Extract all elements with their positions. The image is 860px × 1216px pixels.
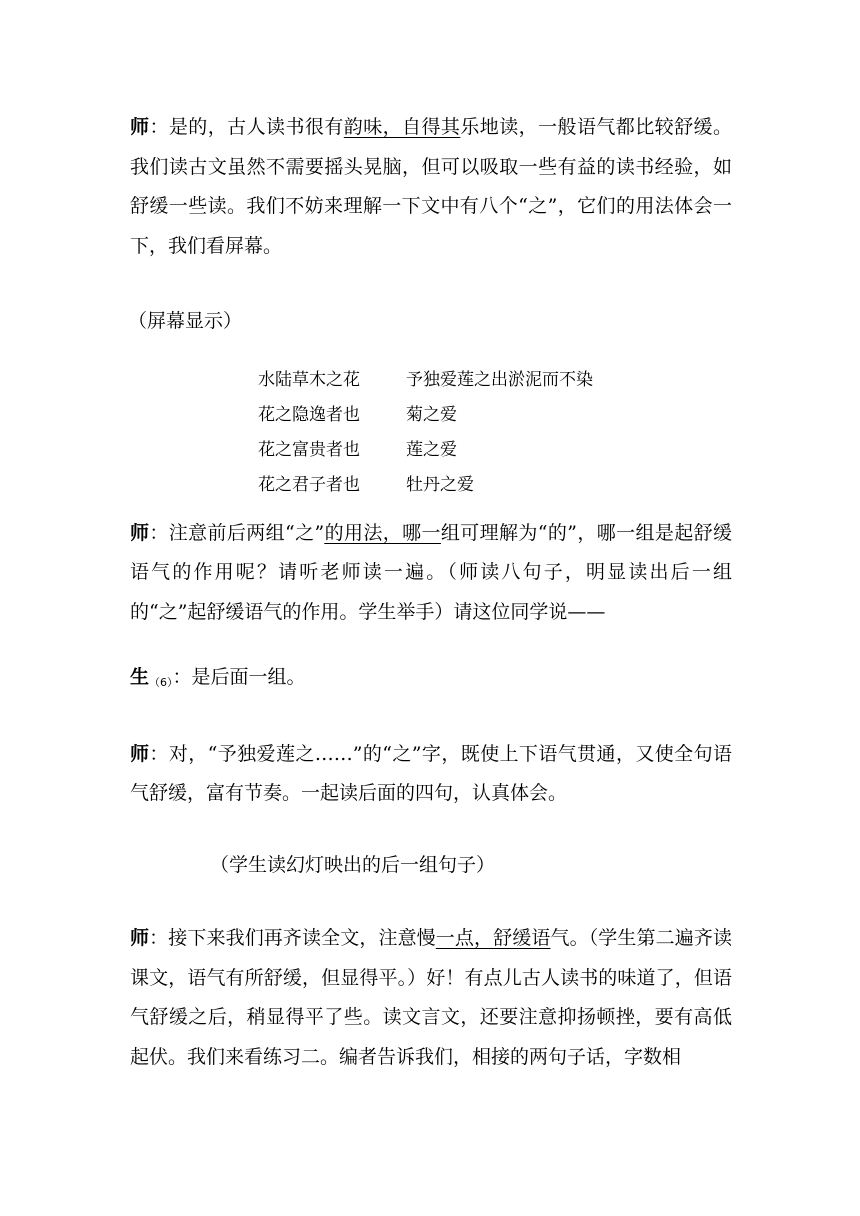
colon: ： xyxy=(149,521,169,544)
colon: ： xyxy=(149,927,169,949)
slide-row xyxy=(258,360,732,395)
slide-row xyxy=(258,395,732,430)
slide-left-phrase: 花之君子者也 xyxy=(258,474,360,495)
underlined-segment: 的用法，哪一 xyxy=(324,521,441,544)
speaker-label: 师 xyxy=(130,742,150,765)
student-number: （6） xyxy=(149,676,173,689)
text-segment: 注意前后两组“之” xyxy=(168,521,325,544)
screen-display-label: （屏幕显示） xyxy=(128,310,243,332)
text-segment: 气。（学生第二遍齐读课文，语气有所舒缓，但显得平。）好！有点儿古人读书的味道了，但语气舒缓之后，稍显得平了些。读文言文，还要注意抑扬顿挫，要有高低起伏。我们来看练习二。编者告诉我们，相接的两句子话，字数相 xyxy=(130,927,732,1068)
colon: ： xyxy=(172,666,192,688)
speaker-label: 生 xyxy=(130,666,150,688)
underlined-segment: 韵味，自得其 xyxy=(343,116,461,138)
text-segment: 是的，古人读书很有 xyxy=(168,116,344,138)
paragraph-teacher-2 xyxy=(130,514,732,633)
text-segment: 对，“予独爱莲之……”的“之”字，既使上下语气贯通，又使全句语气舒缓，富有节奏。一起读后面的四句，认真体会。 xyxy=(130,742,732,804)
stage-direction: （学生读幻灯映出的后一组句子） xyxy=(210,853,496,876)
text-segment: 是后面一组。 xyxy=(191,666,306,688)
speaker-label: 师 xyxy=(130,116,150,138)
slide-right-phrase: 牡丹之爱 xyxy=(406,474,474,495)
text-segment: 乐地读，一般语气都比较舒缓。我们读古文虽然不需要摇头晃脑，但可以吸取一些有益的读书经验，如舒缓一些读。我们不妨来理解一下文中有八个“之”，它们的用法体会一下，我们看屏幕。 xyxy=(130,116,732,257)
slide-left-phrase: 花之富贵者也 xyxy=(258,439,360,460)
paragraph-teacher-1 xyxy=(130,108,732,266)
speaker-label: 师 xyxy=(130,521,150,544)
paragraph-teacher-3 xyxy=(130,735,732,814)
slide-row xyxy=(258,465,732,500)
text-segment: 接下来我们再齐读全文，注意慢 xyxy=(168,927,436,949)
colon: ： xyxy=(149,116,169,138)
slide-right-phrase: 莲之爱 xyxy=(406,439,457,460)
colon: ： xyxy=(149,742,169,765)
slide-left-phrase: 花之隐逸者也 xyxy=(258,404,360,425)
slide-right-phrase: 予独爱莲之出淤泥而不染 xyxy=(406,369,593,390)
slide-right-phrase: 菊之爱 xyxy=(406,404,457,425)
underlined-segment: 一点，舒缓语 xyxy=(435,927,551,949)
paragraph-teacher-4 xyxy=(130,919,732,1077)
paragraph-student-6 xyxy=(130,658,732,703)
speaker-label: 师 xyxy=(130,927,150,949)
slide-content xyxy=(258,360,732,500)
text-segment: 组可理解为“的”，哪一组是起舒缓语气的作用呢？请听老师读一遍。（师读八句子，明显读出后一组的“之”起舒缓语气的作用。学生举手）请这位同学说—— xyxy=(130,521,732,623)
slide-left-phrase: 水陆草木之花 xyxy=(258,369,360,390)
slide-row xyxy=(258,430,732,465)
